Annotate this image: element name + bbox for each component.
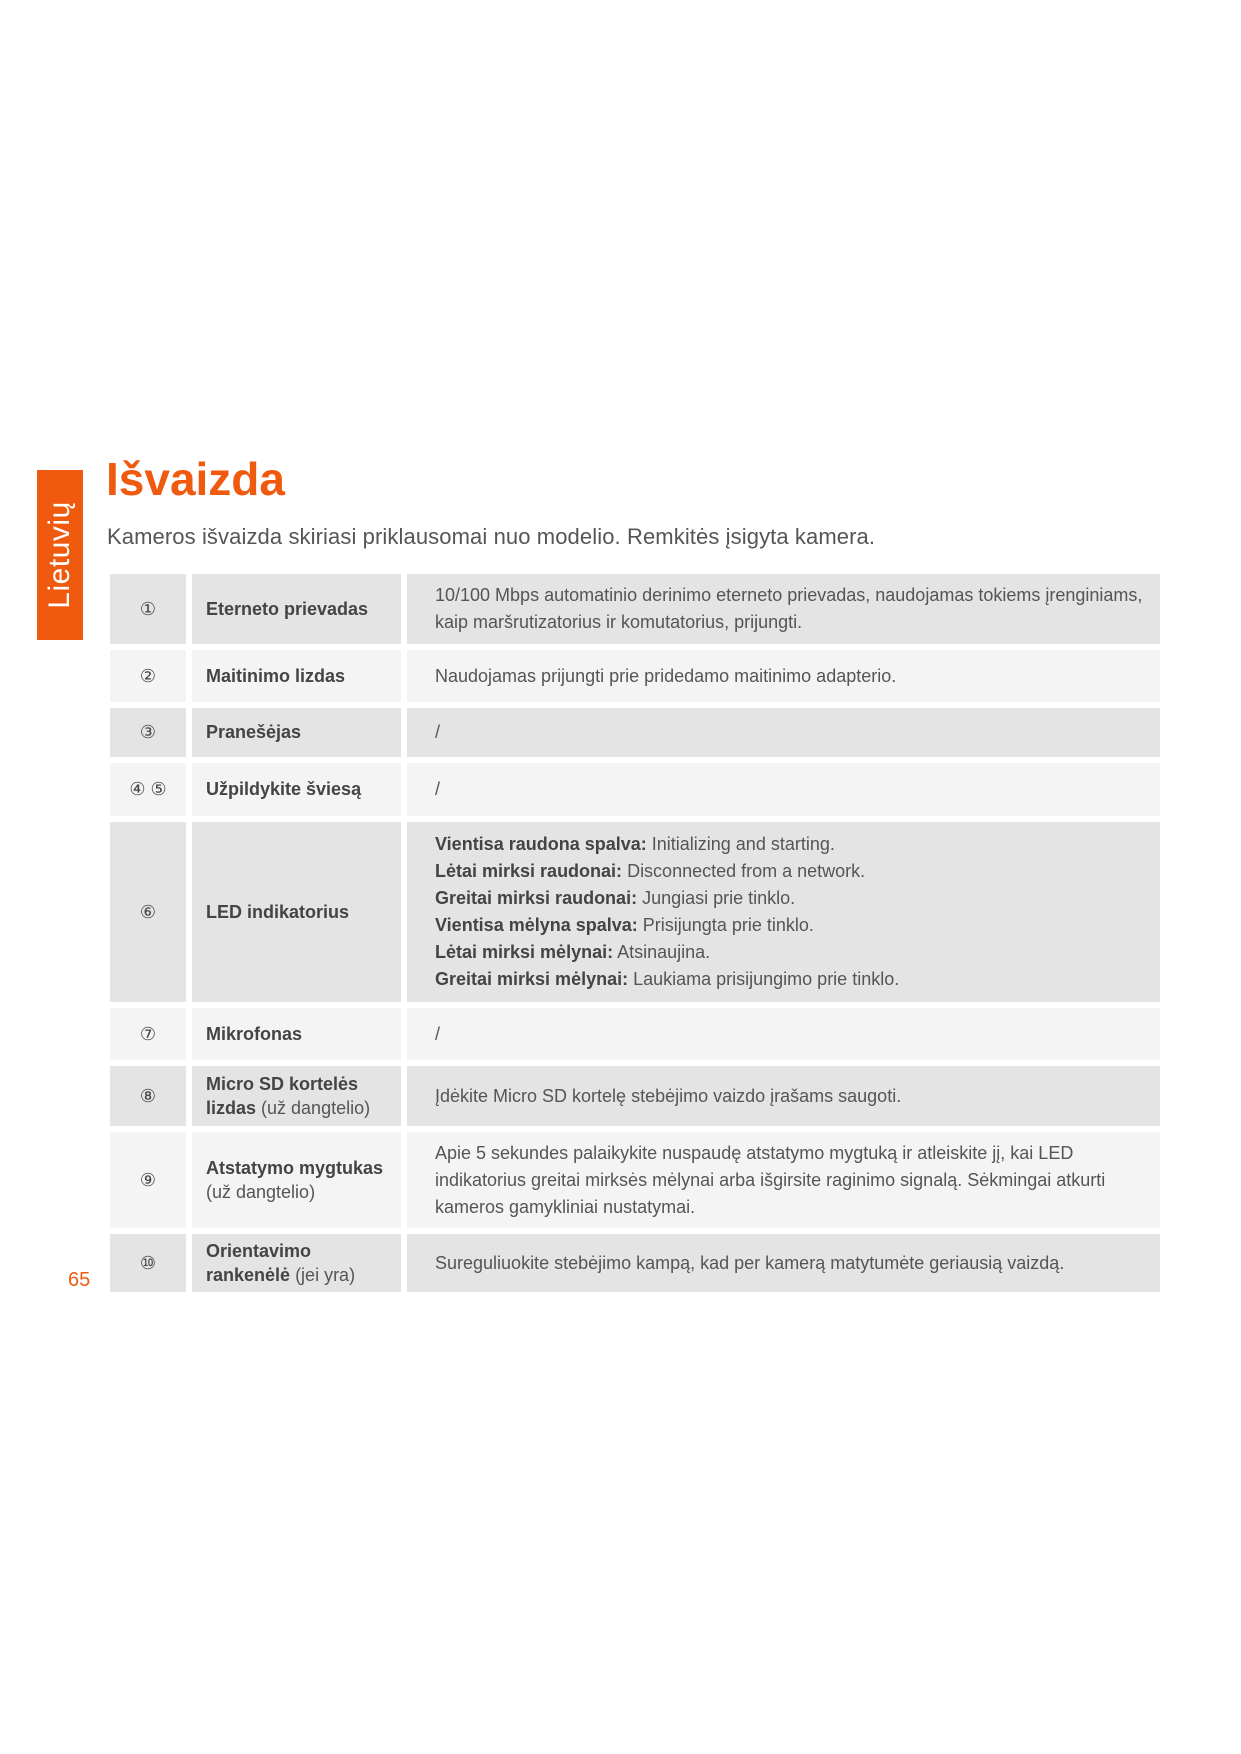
item-name: Eterneto prievadas [206,598,369,619]
item-number: ⑥ [110,822,186,1002]
table-row [110,1132,1160,1228]
item-name: Užpildykite šviesą [206,779,362,799]
item-name: Atstatymo mygtukas (už dangtelio) [192,1132,401,1228]
led-states-list [407,822,1160,1002]
item-number: ⑩ [110,1234,186,1292]
table-row [110,763,1160,816]
table-row [110,1066,1160,1126]
item-name: LED indikatorius [206,901,350,922]
led-state: Lėtai mirksi mėlynai: Atsinaujina. [435,942,711,962]
led-state: Greitai mirksi raudonai: Jungiasi prie tinklo. [435,888,796,908]
table-row [110,574,1160,644]
item-description: / [407,1008,1160,1060]
page-subtitle: Kameros išvaizda skiriasi priklausomai nuo modelio. Remkitės įsigyta kamera. [107,524,876,549]
page-number: 65 [68,1269,91,1291]
item-name: Orientavimo rankenėlė (jei yra) [192,1234,401,1292]
item-description: / [407,763,1160,816]
item-description: 10/100 Mbps automatinio derinimo eterneto prievadas, naudojamas tokiems įrenginiams, kaip maršrutizatorius ir komutatorius, prijungti. [407,574,1160,644]
page-title: Išvaizda [106,453,285,505]
item-number: ⑧ [110,1066,186,1126]
item-description: Apie 5 sekundes palaikykite nuspaudę atstatymo mygtuką ir atleiskite jį, kai LED indikatorius greitai mirksės mėlynai arba išgirsite raginimo signalą. Sėkmingai atkurti kameros gamykliniai nustatymai. [407,1132,1160,1228]
led-state: Greitai mirksi mėlynai: Laukiama prisijungimo prie tinklo. [435,969,900,989]
language-label: Lietuvių [43,501,76,609]
item-name: Micro SD kortelės lizdas (už dangtelio) [192,1066,401,1126]
item-description: Įdėkite Micro SD kortelę stebėjimo vaizdo įrašams saugoti. [407,1066,1160,1126]
item-number: ④ ⑤ [110,763,186,816]
table-row [110,650,1160,702]
table-row [110,1008,1160,1060]
led-state: Vientisa mėlyna spalva: Prisijungta prie tinklo. [435,915,814,935]
item-number: ⑦ [110,1008,186,1060]
table-row [110,1234,1160,1292]
item-name: Mikrofonas [206,1023,303,1044]
item-number: ② [110,650,186,702]
item-number: ⑨ [110,1132,186,1228]
item-number: ③ [110,708,186,757]
item-description: Naudojamas prijungti prie pridedamo maitinimo adapterio. [407,650,1160,702]
language-side-tab [37,470,83,640]
led-state: Lėtai mirksi raudonai: Disconnected from a network. [435,861,866,881]
appearance-table [104,568,1166,1298]
table-row [110,822,1160,1002]
item-number: ① [110,574,186,644]
table-row [110,708,1160,757]
item-name: Pranešėjas [206,722,302,742]
item-description: / [407,708,1160,757]
item-description: Sureguliuokite stebėjimo kampą, kad per kamerą matytumėte geriausią vaizdą. [407,1234,1160,1292]
led-state: Vientisa raudona spalva: Initializing and starting. [435,834,835,854]
item-name: Maitinimo lizdas [206,665,346,686]
